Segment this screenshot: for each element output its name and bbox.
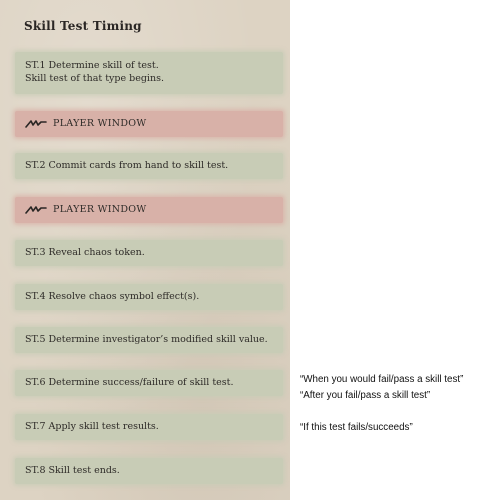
step-st4: [15, 284, 283, 310]
note-if-test-fails: “If this test fails/succeeds”: [300, 422, 413, 433]
step-st7: [15, 414, 283, 440]
player-window-label: PLAYER WINDOW: [53, 117, 147, 129]
step-st7-text: ST.7 Apply skill test results.: [25, 420, 159, 432]
step-st6: [15, 370, 283, 396]
step-st1-text: ST.1 Determine skill of test. Skill test of that type begins.: [25, 60, 164, 84]
panel-title: Skill Test Timing: [24, 19, 142, 33]
step-st3: [15, 240, 283, 266]
player-window-icon: [25, 205, 47, 215]
step-st1: [15, 52, 283, 94]
step-st8: [15, 458, 283, 484]
step-st6-text: ST.6 Determine success/failure of skill test.: [25, 376, 234, 388]
player-window-label: PLAYER WINDOW: [53, 203, 147, 215]
player-window-icon: [25, 119, 47, 129]
step-st3-text: ST.3 Reveal chaos token.: [25, 246, 145, 258]
note-when-fail-pass: “When you would fail/pass a skill test”: [300, 374, 464, 385]
player-window-1: [15, 111, 283, 137]
step-st2-text: ST.2 Commit cards from hand to skill test.: [25, 159, 229, 171]
step-st8-text: ST.8 Skill test ends.: [25, 464, 120, 476]
step-st4-text: ST.4 Resolve chaos symbol effect(s).: [25, 290, 200, 302]
note-after-fail-pass: “After you fail/pass a skill test”: [300, 390, 431, 401]
step-st5: [15, 327, 283, 353]
step-st2: [15, 153, 283, 179]
player-window-2: [15, 197, 283, 223]
step-st5-text: ST.5 Determine investigator’s modified skill value.: [25, 333, 268, 345]
